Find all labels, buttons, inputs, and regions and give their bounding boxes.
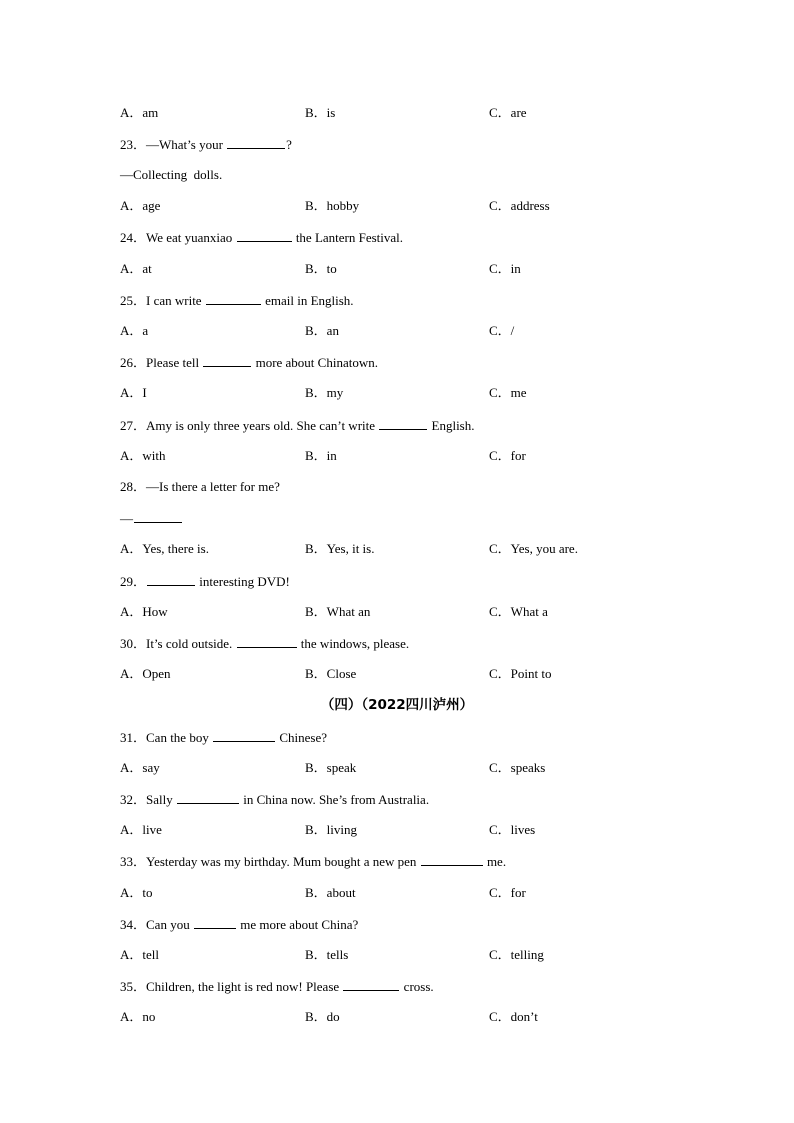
- option-b[interactable]: B．an: [305, 323, 339, 338]
- q31-prompt: 31．Can the boy Chinese?: [120, 730, 327, 745]
- option-a[interactable]: A．Open: [120, 666, 171, 681]
- q26-options: [120, 385, 680, 401]
- answer-blank[interactable]: [237, 229, 292, 242]
- option-a[interactable]: A．at: [120, 261, 152, 276]
- option-c[interactable]: C．/: [489, 323, 515, 338]
- option-b[interactable]: B．about: [305, 885, 356, 900]
- q32-prompt: 32．Sally in China now. She’s from Australia.: [120, 792, 430, 807]
- option-a[interactable]: A．I: [120, 385, 147, 400]
- option-a[interactable]: A．am: [120, 105, 159, 120]
- option-b[interactable]: B．speak: [305, 760, 357, 775]
- option-c[interactable]: C．telling: [489, 947, 544, 962]
- q28-response: —: [120, 510, 183, 527]
- answer-blank[interactable]: [343, 978, 399, 991]
- option-b[interactable]: B．to: [305, 261, 337, 276]
- option-c[interactable]: C．lives: [489, 822, 536, 837]
- q32-options: [120, 822, 680, 838]
- option-c[interactable]: C．Yes, you are.: [489, 541, 578, 556]
- option-b[interactable]: B．my: [305, 385, 344, 400]
- q29-options: [120, 604, 680, 620]
- option-a[interactable]: A．Yes, there is.: [120, 541, 209, 556]
- answer-blank[interactable]: [147, 573, 195, 586]
- q25-prompt: 25．I can write email in English.: [120, 293, 354, 308]
- q30-prompt: 30．It’s cold outside. the windows, please.: [120, 636, 410, 651]
- q24-options: [120, 261, 680, 277]
- q33-options: [120, 885, 680, 901]
- option-b[interactable]: B．living: [305, 822, 358, 837]
- q30-options: [120, 666, 680, 682]
- q23-prompt: 23．—What’s your ?: [120, 137, 292, 152]
- q26-prompt: 26．Please tell more about Chinatown.: [120, 355, 378, 370]
- option-a[interactable]: A．to: [120, 885, 153, 900]
- option-c[interactable]: C．for: [489, 885, 526, 900]
- option-c[interactable]: C．don’t: [489, 1009, 538, 1024]
- q35-prompt: 35．Children, the light is red now! Please cross.: [120, 979, 434, 994]
- answer-blank[interactable]: [194, 916, 236, 929]
- option-c[interactable]: C．for: [489, 448, 526, 463]
- option-c[interactable]: C．address: [489, 198, 550, 213]
- option-a[interactable]: A．live: [120, 822, 162, 837]
- answer-blank[interactable]: [203, 354, 251, 367]
- option-c[interactable]: C．speaks: [489, 760, 546, 775]
- option-b[interactable]: B．in: [305, 448, 337, 463]
- option-c[interactable]: C．are: [489, 105, 527, 120]
- answer-blank[interactable]: [379, 417, 427, 430]
- q28-prompt: 28．—Is there a letter for me?: [120, 479, 280, 494]
- answer-blank[interactable]: [134, 510, 182, 523]
- option-a[interactable]: A．tell: [120, 947, 159, 962]
- option-c[interactable]: C．in: [489, 261, 521, 276]
- option-b[interactable]: B．is: [305, 105, 336, 120]
- option-b[interactable]: B．tells: [305, 947, 349, 962]
- option-b[interactable]: B．What an: [305, 604, 371, 619]
- answer-blank[interactable]: [213, 729, 275, 742]
- q34-prompt: 34．Can you me more about China?: [120, 917, 359, 932]
- option-a[interactable]: A．a: [120, 323, 149, 338]
- q23-options: [120, 198, 680, 214]
- option-c[interactable]: C．Point to: [489, 666, 552, 681]
- option-a[interactable]: A．say: [120, 760, 160, 775]
- option-b[interactable]: B．Close: [305, 666, 357, 681]
- answer-blank[interactable]: [227, 136, 285, 149]
- option-b[interactable]: B．Yes, it is.: [305, 541, 375, 556]
- q27-options: [120, 448, 680, 464]
- option-a[interactable]: A．no: [120, 1009, 156, 1024]
- q33-prompt: 33．Yesterday was my birthday. Mum bought a new pen me.: [120, 854, 507, 869]
- q22-options: [120, 105, 680, 121]
- option-b[interactable]: B．hobby: [305, 198, 360, 213]
- section-heading: （四）（2022四川泸州）: [320, 697, 474, 713]
- q23-response: —Collecting dolls.: [120, 167, 223, 182]
- option-c[interactable]: C．me: [489, 385, 527, 400]
- answer-blank[interactable]: [421, 853, 483, 866]
- answer-blank[interactable]: [206, 292, 261, 305]
- q28-options: [120, 541, 680, 557]
- q24-prompt: 24．We eat yuanxiao the Lantern Festival.: [120, 230, 404, 245]
- answer-blank[interactable]: [237, 635, 297, 648]
- option-a[interactable]: A．How: [120, 604, 168, 619]
- option-a[interactable]: A．age: [120, 198, 161, 213]
- option-c[interactable]: C．What a: [489, 604, 548, 619]
- option-b[interactable]: B．do: [305, 1009, 340, 1024]
- q29-prompt: 29． interesting DVD!: [120, 574, 290, 589]
- q34-options: [120, 947, 680, 963]
- q35-options: [120, 1009, 680, 1025]
- q31-options: [120, 760, 680, 776]
- q25-options: [120, 323, 680, 339]
- answer-blank[interactable]: [177, 791, 239, 804]
- q27-prompt: 27．Amy is only three years old. She can’t write English.: [120, 418, 475, 433]
- option-a[interactable]: A．with: [120, 448, 166, 463]
